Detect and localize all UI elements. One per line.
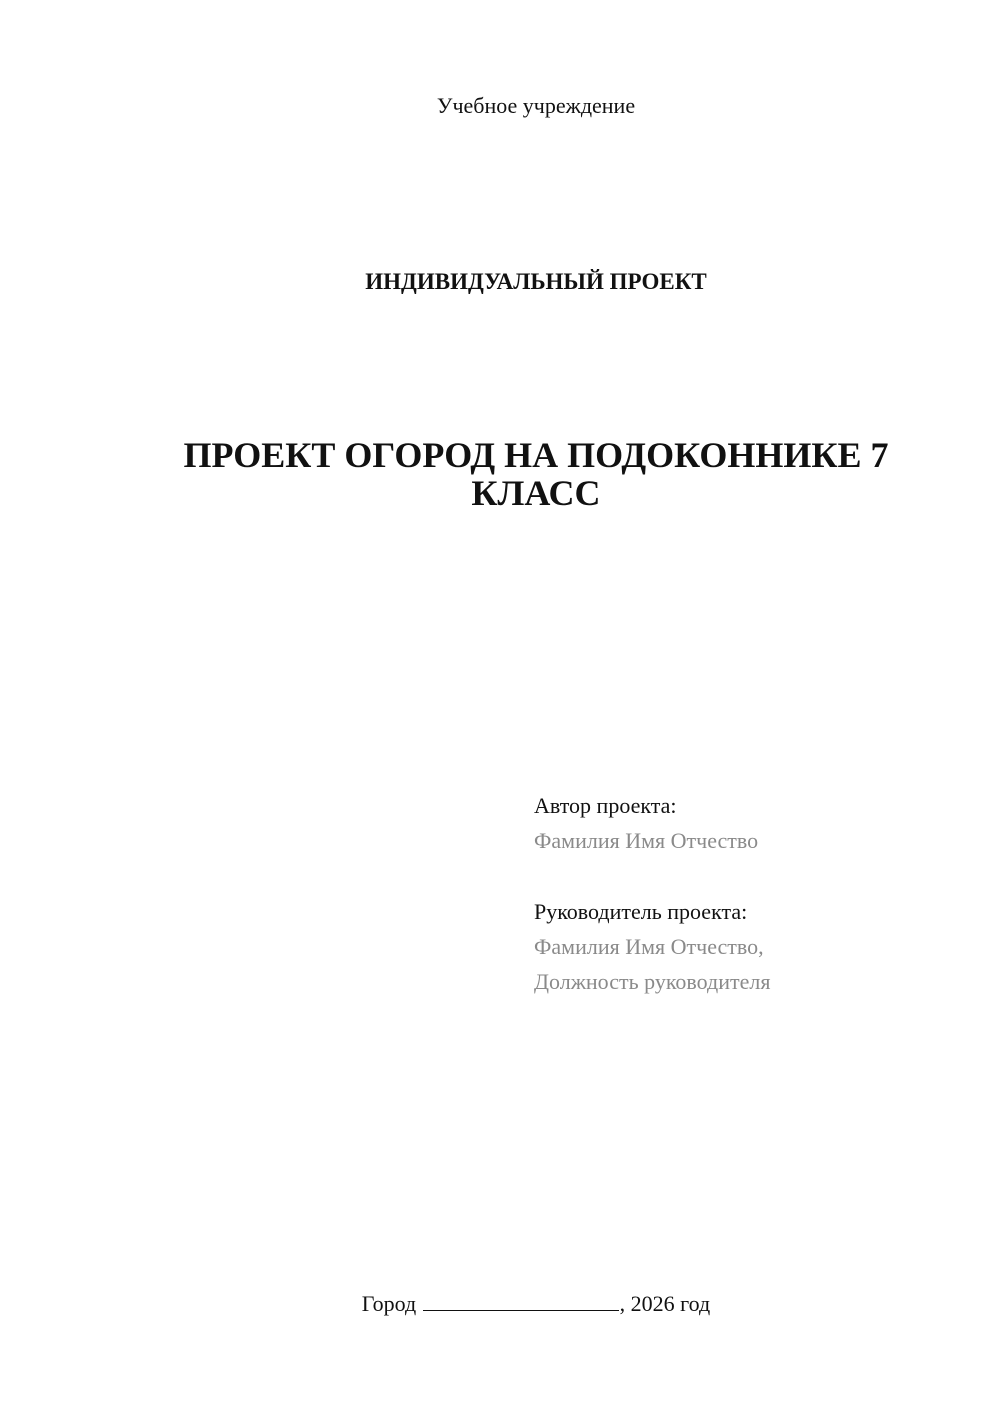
author-label: Автор проекта:	[534, 793, 677, 818]
supervisor-label: Руководитель проекта:	[534, 899, 748, 924]
institution-name: Учебное учреждение	[436, 93, 636, 118]
author-name: Фамилия Имя Отчество	[534, 828, 759, 853]
city-blank-line	[423, 1290, 619, 1311]
supervisor-name: Фамилия Имя Отчество,	[534, 934, 764, 959]
project-type-heading: ИНДИВИДУАЛЬНЫЙ ПРОЕКТ	[365, 269, 707, 294]
footer-city-year	[0, 1290, 1000, 1318]
city-label: Город	[361, 1291, 417, 1316]
year-text: , 2026 год	[619, 1291, 711, 1316]
supervisor-position: Должность руководителя	[534, 969, 771, 994]
project-title	[0, 436, 1000, 512]
project-title-line-2: КЛАСС	[471, 473, 601, 513]
project-credits	[534, 788, 974, 999]
spacer	[534, 858, 974, 894]
project-title-line-1: ПРОЕКТ ОГОРОД НА ПОДОКОННИКЕ 7	[183, 435, 889, 475]
